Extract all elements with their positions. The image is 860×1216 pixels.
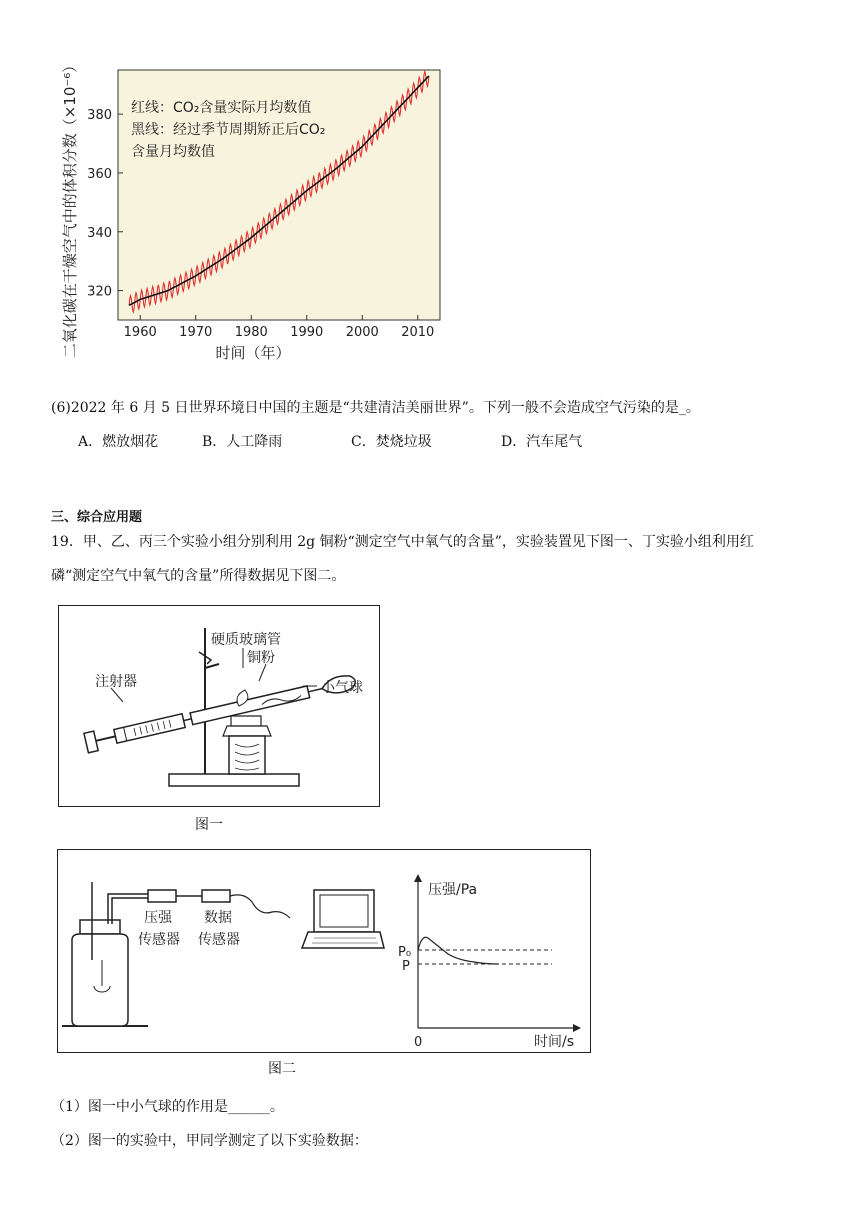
- option-c: C．焚烧垃圾: [351, 434, 432, 450]
- label-glass-tube: 硬质玻璃管: [211, 632, 281, 648]
- x-tick-label: 2000: [345, 325, 379, 340]
- sub-question-1: （1）图一中小气球的作用是______。: [51, 1099, 284, 1115]
- x-tick-label: 1960: [123, 325, 157, 340]
- label-p0: P₀: [398, 945, 412, 960]
- label-copper-powder: 铜粉: [247, 650, 275, 666]
- x-tick-label: 1970: [179, 325, 213, 340]
- label-pressure-sensor-2: 传感器: [138, 932, 180, 948]
- label-p: P: [402, 959, 410, 974]
- pressure-x-axis-label: 时间/s: [534, 1034, 575, 1050]
- figure-2: [57, 849, 591, 1053]
- label-balloon: 小气球: [321, 680, 363, 696]
- label-data-sensor-1: 数据: [204, 910, 232, 926]
- option-a: A．燃放烟花: [78, 434, 159, 450]
- y-tick-label: 320: [87, 284, 112, 300]
- co2-chart: [55, 60, 455, 372]
- question-19-line1: 19．甲、乙、丙三个实验小组分别利用 2g 铜粉“测定空气中氧气的含量”，实验装置见下图一、丁实验小组利用红: [51, 534, 754, 550]
- label-origin: 0: [414, 1035, 423, 1050]
- figure-2-caption: 图二: [268, 1061, 296, 1077]
- x-tick-label: 2010: [401, 325, 435, 340]
- option-b: B．人工降雨: [202, 434, 283, 450]
- y-tick-label: 380: [87, 108, 112, 124]
- figure-1-caption: 图一: [195, 817, 223, 833]
- apparatus-2-illustration: [58, 850, 590, 1052]
- y-tick-label: 360: [87, 166, 112, 182]
- y-tick-label: 340: [87, 225, 112, 241]
- label-data-sensor-2: 传感器: [198, 932, 240, 948]
- label-pressure-sensor-1: 压强: [144, 910, 172, 926]
- apparatus-1-illustration: [59, 606, 379, 806]
- sub-question-2: （2）图一的实验中，甲同学测定了以下实验数据：: [51, 1133, 368, 1149]
- co2-chart-svg: [55, 60, 455, 372]
- option-d: D．汽车尾气: [501, 434, 583, 450]
- y-axis-label: 二氧化碳在干燥空气中的体积分数（×10⁻⁶）: [61, 60, 79, 359]
- legend-red: 红线：CO₂含量实际月均数值: [131, 100, 312, 116]
- figure-1: [58, 605, 380, 807]
- legend-black-line2: 含量月均数值: [131, 144, 215, 160]
- pressure-y-axis-label: 压强/Pa: [428, 882, 478, 898]
- label-syringe: 注射器: [95, 674, 137, 690]
- question-19-line2: 磷“测定空气中氧气的含量”所得数据见下图二。: [51, 568, 346, 584]
- x-tick-label: 1980: [234, 325, 268, 340]
- legend-black-line1: 黑线：经过季节周期矫正后CO₂: [131, 122, 326, 138]
- section-title: 三、综合应用题: [51, 510, 143, 525]
- question-6: (6)2022 年 6 月 5 日世界环境日中国的主题是“共建清洁美丽世界”。下列一般不会造成空气污染的是_。: [51, 400, 700, 416]
- x-tick-label: 1990: [290, 325, 324, 340]
- x-axis-label: 时间（年）: [215, 344, 291, 362]
